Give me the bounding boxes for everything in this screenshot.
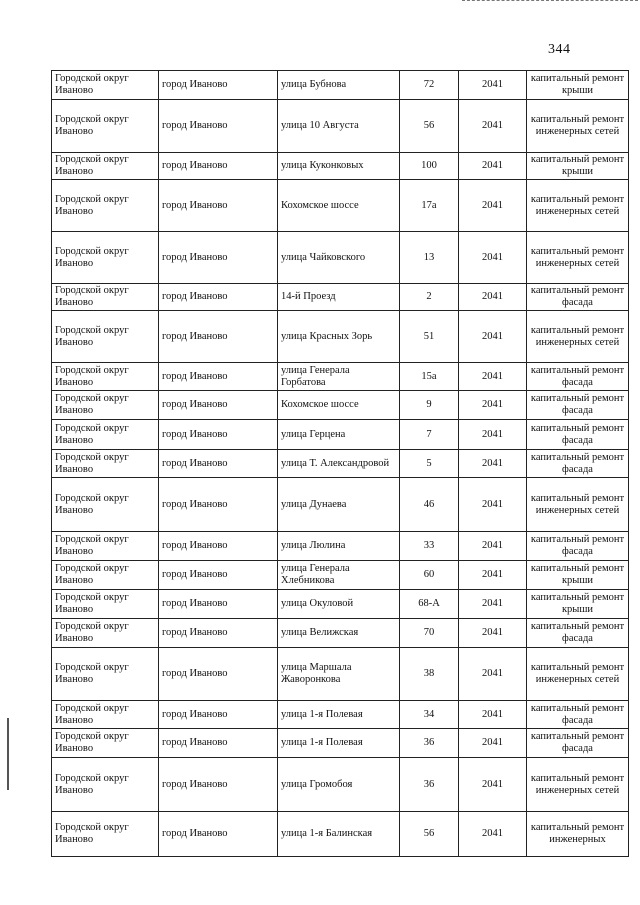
cell-street: улица Велижская [278, 619, 400, 648]
cell-city: город Иваново [159, 284, 278, 311]
cell-city: город Иваново [159, 420, 278, 450]
table-row [52, 420, 629, 450]
cell-street: улица 1-я Полевая [278, 729, 400, 758]
cell-year: 2041 [459, 729, 527, 758]
cell-street: улица 1-я Полевая [278, 701, 400, 729]
cell-district: Городской округ Иваново [52, 532, 159, 561]
table-row [52, 450, 629, 478]
cell-year: 2041 [459, 450, 527, 478]
cell-district: Городской округ Иваново [52, 420, 159, 450]
cell-street: улица Чайковского [278, 232, 400, 284]
cell-house: 36 [400, 758, 459, 812]
cell-year: 2041 [459, 284, 527, 311]
cell-year: 2041 [459, 391, 527, 420]
table-row [52, 729, 629, 758]
cell-street: улица Красных Зорь [278, 311, 400, 363]
cell-district: Городской округ Иваново [52, 729, 159, 758]
cell-work-type: капитальный ремонт крыши [527, 153, 629, 180]
cell-year: 2041 [459, 311, 527, 363]
table-row [52, 648, 629, 701]
top-dashed-rule [462, 0, 638, 1]
cell-house: 34 [400, 701, 459, 729]
table-row [52, 100, 629, 153]
cell-work-type: капитальный ремонт инженерных сетей [527, 100, 629, 153]
table-row [52, 311, 629, 363]
cell-street: улица 10 Августа [278, 100, 400, 153]
cell-work-type: капитальный ремонт фасада [527, 284, 629, 311]
cell-city: город Иваново [159, 311, 278, 363]
cell-year: 2041 [459, 71, 527, 100]
cell-house: 33 [400, 532, 459, 561]
cell-work-type: капитальный ремонт инженерных сетей [527, 758, 629, 812]
cell-work-type: капитальный ремонт фасада [527, 391, 629, 420]
cell-house: 51 [400, 311, 459, 363]
cell-street: улица Люлина [278, 532, 400, 561]
cell-city: город Иваново [159, 71, 278, 100]
cell-year: 2041 [459, 812, 527, 857]
cell-house: 72 [400, 71, 459, 100]
cell-work-type: капитальный ремонт крыши [527, 590, 629, 619]
cell-district: Городской округ Иваново [52, 478, 159, 532]
table-row [52, 812, 629, 857]
cell-work-type: капитальный ремонт фасада [527, 420, 629, 450]
cell-year: 2041 [459, 232, 527, 284]
cell-district: Городской округ Иваново [52, 71, 159, 100]
table-row [52, 180, 629, 232]
cell-work-type: капитальный ремонт инженерных сетей [527, 478, 629, 532]
cell-house: 7 [400, 420, 459, 450]
cell-street: улица Маршала Жаворонкова [278, 648, 400, 701]
cell-work-type: капитальный ремонт инженерных сетей [527, 311, 629, 363]
cell-city: город Иваново [159, 561, 278, 590]
cell-city: город Иваново [159, 729, 278, 758]
cell-work-type: капитальный ремонт фасада [527, 450, 629, 478]
cell-city: город Иваново [159, 391, 278, 420]
cell-year: 2041 [459, 478, 527, 532]
cell-house: 100 [400, 153, 459, 180]
cell-street: 14-й Проезд [278, 284, 400, 311]
table-row [52, 363, 629, 391]
cell-house: 70 [400, 619, 459, 648]
cell-district: Городской округ Иваново [52, 561, 159, 590]
cell-district: Городской округ Иваново [52, 100, 159, 153]
table-row [52, 619, 629, 648]
cell-district: Городской округ Иваново [52, 812, 159, 857]
cell-city: город Иваново [159, 619, 278, 648]
table-row [52, 701, 629, 729]
cell-city: город Иваново [159, 100, 278, 153]
cell-district: Городской округ Иваново [52, 701, 159, 729]
cell-city: город Иваново [159, 478, 278, 532]
cell-district: Городской округ Иваново [52, 180, 159, 232]
cell-city: город Иваново [159, 812, 278, 857]
cell-district: Городской округ Иваново [52, 284, 159, 311]
cell-district: Городской округ Иваново [52, 391, 159, 420]
cell-district: Городской округ Иваново [52, 619, 159, 648]
cell-house: 68-А [400, 590, 459, 619]
cell-year: 2041 [459, 363, 527, 391]
cell-city: город Иваново [159, 758, 278, 812]
cell-district: Городской округ Иваново [52, 153, 159, 180]
cell-year: 2041 [459, 701, 527, 729]
cell-street: улица Герцена [278, 420, 400, 450]
cell-district: Городской округ Иваново [52, 450, 159, 478]
cell-year: 2041 [459, 758, 527, 812]
table-row [52, 590, 629, 619]
cell-house: 2 [400, 284, 459, 311]
cell-year: 2041 [459, 153, 527, 180]
cell-house: 56 [400, 812, 459, 857]
cell-year: 2041 [459, 619, 527, 648]
table-row [52, 71, 629, 100]
cell-house: 5 [400, 450, 459, 478]
cell-city: город Иваново [159, 532, 278, 561]
cell-house: 56 [400, 100, 459, 153]
cell-year: 2041 [459, 532, 527, 561]
cell-district: Городской округ Иваново [52, 758, 159, 812]
cell-year: 2041 [459, 561, 527, 590]
cell-year: 2041 [459, 420, 527, 450]
cell-city: город Иваново [159, 180, 278, 232]
cell-year: 2041 [459, 648, 527, 701]
table-row [52, 153, 629, 180]
cell-city: город Иваново [159, 590, 278, 619]
cell-house: 15а [400, 363, 459, 391]
margin-mark [7, 718, 9, 790]
cell-street: улица Т. Александровой [278, 450, 400, 478]
cell-street: улица Генерала Хлебникова [278, 561, 400, 590]
cell-house: 13 [400, 232, 459, 284]
table-row [52, 532, 629, 561]
table-row [52, 478, 629, 532]
table-row [52, 758, 629, 812]
cell-district: Городской округ Иваново [52, 232, 159, 284]
cell-city: город Иваново [159, 363, 278, 391]
cell-street: улица Генерала Горбатова [278, 363, 400, 391]
cell-house: 38 [400, 648, 459, 701]
cell-street: улица Дунаева [278, 478, 400, 532]
cell-work-type: капитальный ремонт фасада [527, 363, 629, 391]
cell-street: Кохомское шоссе [278, 180, 400, 232]
cell-street: улица Окуловой [278, 590, 400, 619]
table-row [52, 561, 629, 590]
cell-city: город Иваново [159, 450, 278, 478]
cell-work-type: капитальный ремонт крыши [527, 561, 629, 590]
cell-city: город Иваново [159, 701, 278, 729]
page-number: 344 [548, 42, 571, 57]
cell-city: город Иваново [159, 648, 278, 701]
cell-work-type: капитальный ремонт инженерных сетей [527, 232, 629, 284]
cell-city: город Иваново [159, 153, 278, 180]
table-row [52, 232, 629, 284]
cell-house: 46 [400, 478, 459, 532]
cell-house: 60 [400, 561, 459, 590]
cell-work-type: капитальный ремонт инженерных сетей [527, 648, 629, 701]
cell-district: Городской округ Иваново [52, 590, 159, 619]
cell-work-type: капитальный ремонт фасада [527, 729, 629, 758]
cell-city: город Иваново [159, 232, 278, 284]
cell-house: 36 [400, 729, 459, 758]
cell-street: улица Громобоя [278, 758, 400, 812]
table-row [52, 284, 629, 311]
cell-work-type: капитальный ремонт инженерных [527, 812, 629, 857]
cell-district: Городской округ Иваново [52, 648, 159, 701]
cell-work-type: капитальный ремонт фасада [527, 532, 629, 561]
cell-street: улица 1-я Балинская [278, 812, 400, 857]
cell-street: Кохомское шоссе [278, 391, 400, 420]
cell-year: 2041 [459, 180, 527, 232]
cell-work-type: капитальный ремонт фасада [527, 619, 629, 648]
cell-year: 2041 [459, 100, 527, 153]
cell-district: Городской округ Иваново [52, 311, 159, 363]
cell-street: улица Куконковых [278, 153, 400, 180]
repair-schedule-table [51, 70, 629, 857]
cell-house: 9 [400, 391, 459, 420]
cell-work-type: капитальный ремонт инженерных сетей [527, 180, 629, 232]
cell-house: 17а [400, 180, 459, 232]
cell-work-type: капитальный ремонт крыши [527, 71, 629, 100]
cell-street: улица Бубнова [278, 71, 400, 100]
cell-work-type: капитальный ремонт фасада [527, 701, 629, 729]
cell-district: Городской округ Иваново [52, 363, 159, 391]
cell-year: 2041 [459, 590, 527, 619]
table-row [52, 391, 629, 420]
